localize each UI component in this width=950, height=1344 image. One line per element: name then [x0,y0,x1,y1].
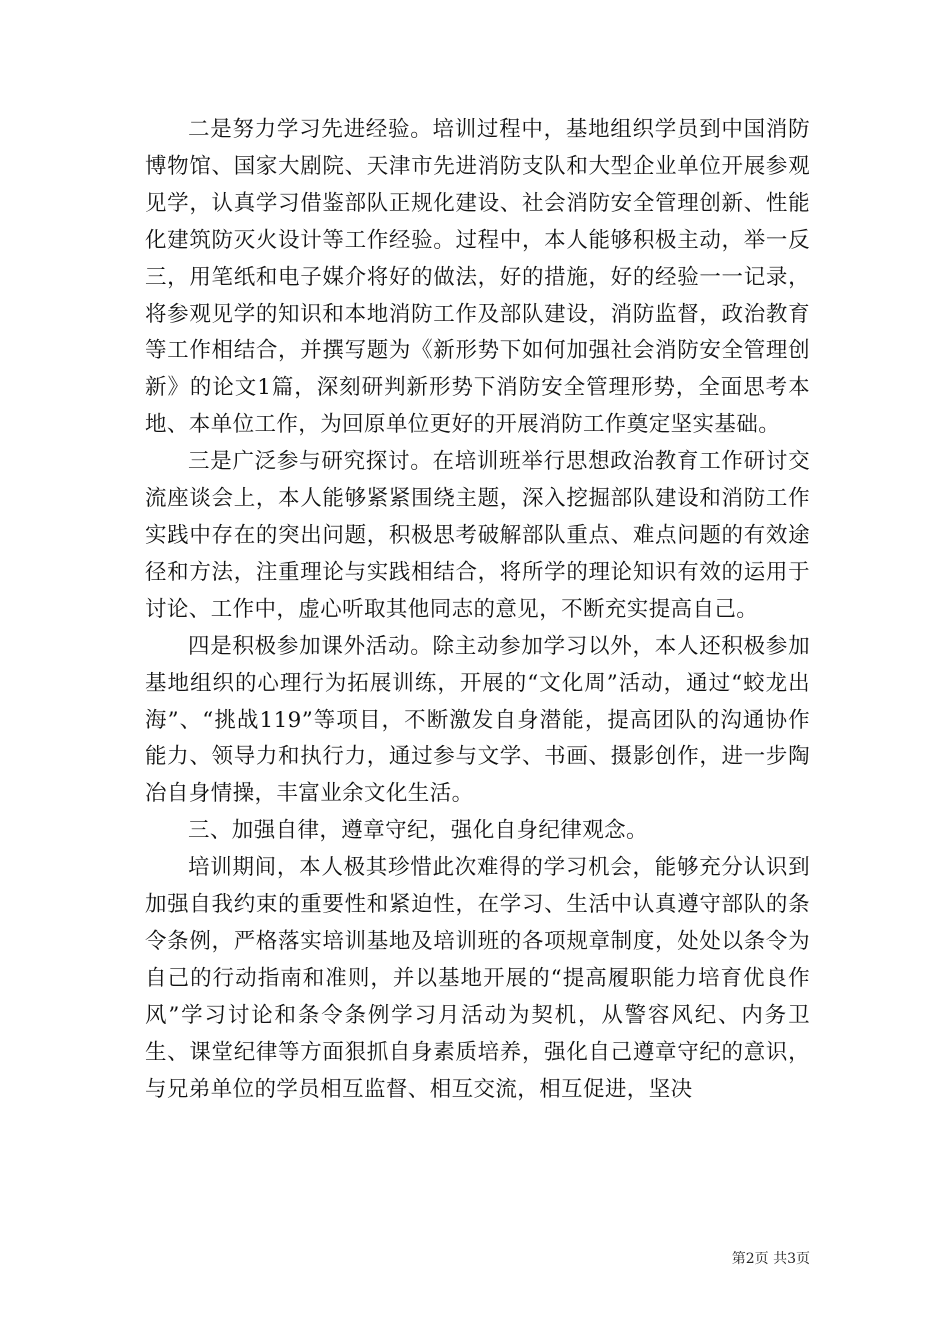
paragraph-extracurricular: 四是积极参加课外活动。除主动参加学习以外，本人还积极参加基地组织的心理行为拓展训练，开展的“文化周”活动，通过“蛟龙出海”、“挑战119”等项目，不断激发自身潜能，提高团队的沟通协作能力、领导力和执行力，通过参与文学、书画、摄影创作，进一步陶冶自身情操，丰富业余文化生活。 [145,633,810,807]
section-heading-discipline: 三、加强自律，遵章守纪，强化自身纪律观念。 [188,818,648,844]
page-number-footer: 第2页 共3页 [731,1251,810,1267]
paragraph-advanced-experience: 二是努力学习先进经验。培训过程中，基地组织学员到中国消防博物馆、国家大剧院、天津市先进消防支队和大型企业单位开展参观见学，认真学习借鉴部队正规化建设、社会消防安全管理创新、性能化建筑防灭火设计等工作经验。过程中，本人能够积极主动，举一反三，用笔纸和电子媒介将好的做法，好的措施，好的经验一一记录，将参观见学的知识和本地消防工作及部队建设，消防监督，政治教育等工作相结合，并撰写题为《新形势下如何加强社会消防安全管理创新》的论文1篇，深刻研判新形势下消防安全管理形势，全面思考本地、本单位工作，为回原单位更好的开展消防工作奠定坚实基础。 [145,117,810,438]
document-body [145,112,810,1108]
paragraph-training-period: 培训期间，本人极其珍惜此次难得的学习机会，能够充分认识到加强自我约束的重要性和紧迫性，在学习、生活中认真遵守部队的条令条例，严格落实培训基地及培训班的各项规章制度，处处以条令为自己的行动指南和准则，并以基地开展的“提高履职能力培育优良作风”学习讨论和条令条例学习月活动为契机，从警容风纪、内务卫生、课堂纪律等方面狠抓自身素质培养，强化自己遵章守纪的意识，与兄弟单位的学员相互监督、相互交流，相互促进，坚决 [145,855,810,1102]
paragraph-research-discussion: 三是广泛参与研究探讨。在培训班举行思想政治教育工作研讨交流座谈会上，本人能够紧紧围绕主题，深入挖掘部队建设和消防工作实践中存在的突出问题，积极思考破解部队重点、难点问题的有效途径和方法，注重理论与实践相结合，将所学的理论知识有效的运用于讨论、工作中，虚心听取其他同志的意见，不断充实提高自己。 [145,449,810,622]
